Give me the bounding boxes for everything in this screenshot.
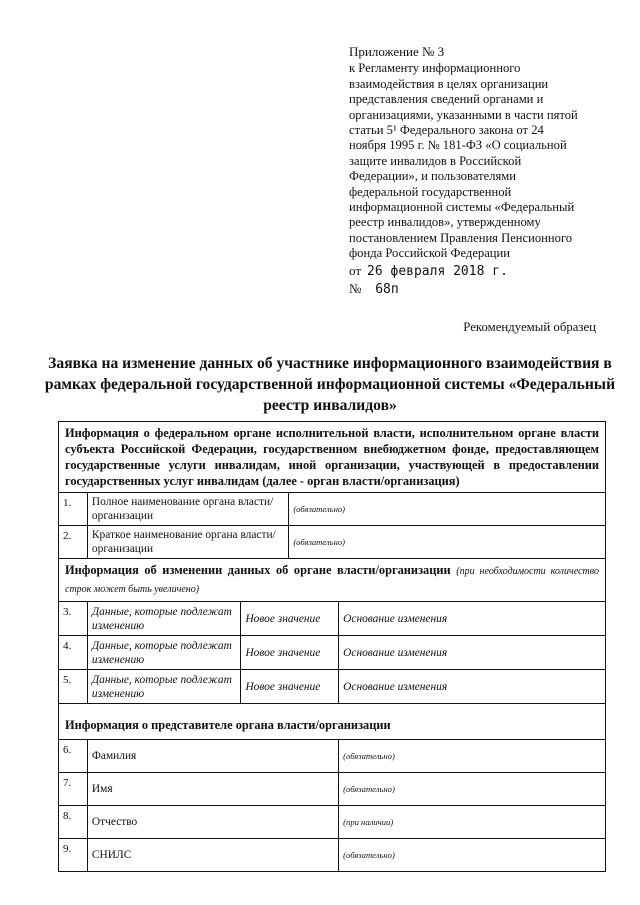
application-form-table bbox=[58, 421, 606, 872]
optional-note: (при наличии) bbox=[343, 817, 394, 827]
required-note: (обязательно) bbox=[343, 850, 395, 860]
sample-label: Рекомендуемый образец bbox=[463, 320, 596, 334]
surname-field[interactable] bbox=[339, 740, 606, 773]
representative-header: Информация о представителе органа власти/организации bbox=[59, 714, 606, 740]
required-note: (обязательно) bbox=[343, 784, 395, 794]
section-header-row bbox=[59, 559, 606, 602]
data-to-change-cell[interactable]: Данные, которые подлежат изменению bbox=[87, 636, 241, 670]
spacer-row bbox=[59, 704, 606, 715]
full-name-field[interactable] bbox=[289, 493, 606, 526]
table-row bbox=[59, 839, 606, 872]
field-label: Фамилия bbox=[87, 740, 338, 773]
appendix-line: организациями, указанными в части пятой bbox=[349, 107, 578, 122]
appendix-title: Приложение № 3 bbox=[349, 44, 445, 59]
table-row bbox=[59, 806, 606, 839]
appendix-line: статьи 5¹ Федерального закона от 24 bbox=[349, 123, 544, 138]
reason-cell[interactable]: Основание изменения bbox=[339, 636, 606, 670]
appendix-line: реестр инвалидов», утвержденному bbox=[349, 215, 541, 230]
date-value: 26 февраля 2018 г. bbox=[367, 263, 508, 279]
new-value-cell[interactable]: Новое значение bbox=[241, 602, 339, 636]
appendix-line: постановлением Правления Пенсионного bbox=[349, 230, 573, 245]
date-label: от bbox=[349, 262, 362, 278]
appendix-line: фонда Российской Федерации bbox=[349, 246, 511, 261]
row-number: 6. bbox=[59, 740, 88, 773]
patronymic-field[interactable] bbox=[339, 806, 606, 839]
new-value-cell[interactable]: Новое значение bbox=[241, 670, 339, 704]
appendix-line: Федерации», и пользователями bbox=[349, 169, 516, 184]
table-row bbox=[59, 636, 606, 670]
row-number: 1. bbox=[59, 493, 88, 526]
approval-date bbox=[349, 262, 609, 280]
field-label: Полное наименование органа власти/организации bbox=[87, 493, 288, 526]
table-row bbox=[59, 493, 606, 526]
appendix-line: федеральной государственной bbox=[349, 184, 512, 199]
reason-cell[interactable]: Основание изменения bbox=[339, 670, 606, 704]
appendix-line: ноября 1995 г. № 181-ФЗ «О социальной bbox=[349, 138, 567, 153]
changes-header bbox=[59, 559, 606, 602]
table-row bbox=[59, 670, 606, 704]
row-number: 7. bbox=[59, 773, 88, 806]
reason-cell[interactable]: Основание изменения bbox=[339, 602, 606, 636]
required-note: (обязательно) bbox=[293, 537, 345, 547]
table-row bbox=[59, 526, 606, 559]
number-value: 68п bbox=[375, 281, 399, 297]
field-label: Краткое наименование органа власти/организации bbox=[87, 526, 288, 559]
appendix-line: защите инвалидов в Российской bbox=[349, 153, 522, 168]
section-header-row bbox=[59, 422, 606, 493]
appendix-line: информационной системы «Федеральный bbox=[349, 200, 575, 215]
row-number: 4. bbox=[59, 636, 88, 670]
table-row bbox=[59, 773, 606, 806]
table-row bbox=[59, 602, 606, 636]
field-label: Имя bbox=[87, 773, 338, 806]
page-title: Заявка на изменение данных об участнике информационного взаимодействия в рамках федеральной государственной информационной системы «Федеральный реестр инвалидов» bbox=[44, 355, 616, 414]
row-number: 3. bbox=[59, 602, 88, 636]
organ-info-header: Информация о федеральном органе исполнительной власти, исполнительном органе власти субъекта Российской Федерации, государственном внебюджетном фонде, предоставляющем государственные услуги инвалидам, иной организации, участвующей в предоставлении государственных услуг инвалидам (далее - орган власти/организация) bbox=[59, 422, 606, 493]
row-number: 8. bbox=[59, 806, 88, 839]
number-label: № bbox=[349, 280, 362, 296]
new-value-cell[interactable]: Новое значение bbox=[241, 636, 339, 670]
appendix-line: к Регламенту информационного bbox=[349, 61, 521, 76]
required-note: (обязательно) bbox=[343, 751, 395, 761]
approval-number bbox=[349, 280, 609, 298]
appendix-block bbox=[349, 44, 609, 298]
data-to-change-cell[interactable]: Данные, которые подлежат изменению bbox=[87, 670, 241, 704]
first-name-field[interactable] bbox=[339, 773, 606, 806]
field-label: СНИЛС bbox=[87, 839, 338, 872]
section-header-row bbox=[59, 714, 606, 740]
field-label: Отчество bbox=[87, 806, 338, 839]
changes-header-note: (при необходимости количество строк может быть увеличено) bbox=[65, 566, 599, 595]
row-number: 9. bbox=[59, 839, 88, 872]
changes-header-text: Информация об изменении данных об органе власти/организации bbox=[65, 563, 451, 577]
table-row bbox=[59, 740, 606, 773]
spacer-cell bbox=[59, 704, 606, 715]
row-number: 5. bbox=[59, 670, 88, 704]
required-note: (обязательно) bbox=[293, 504, 345, 514]
data-to-change-cell[interactable]: Данные, которые подлежат изменению bbox=[87, 602, 241, 636]
snils-field[interactable] bbox=[339, 839, 606, 872]
appendix-line: взаимодействия в целях организации bbox=[349, 76, 549, 91]
row-number: 2. bbox=[59, 526, 88, 559]
appendix-line: представления сведений органами и bbox=[349, 92, 544, 107]
short-name-field[interactable] bbox=[289, 526, 606, 559]
